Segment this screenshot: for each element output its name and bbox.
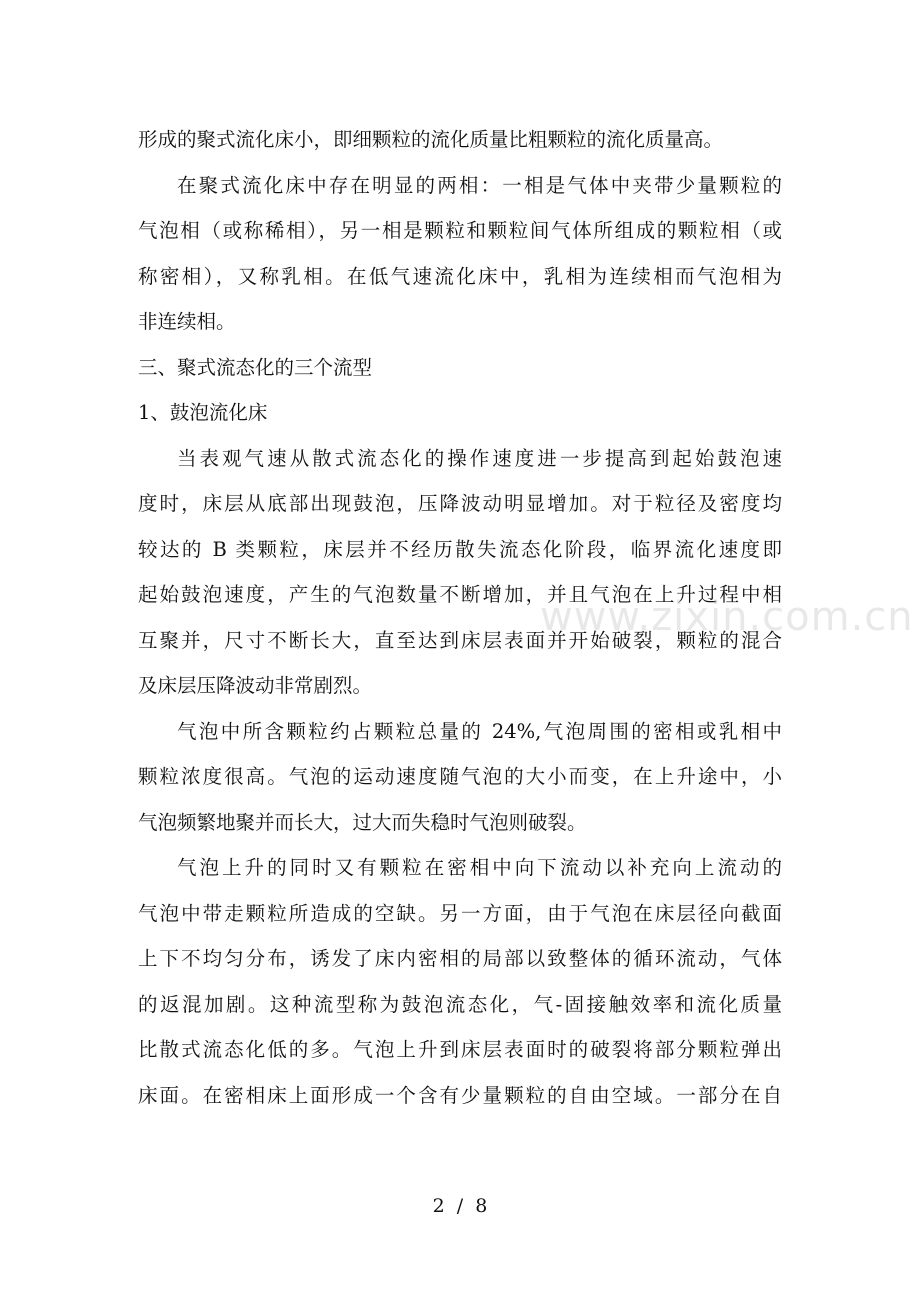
text-line: 床面。在密相床上面形成一个含有少量颗粒的自由空域。一部分在自: [138, 1083, 782, 1107]
text-line: 气泡中带走颗粒所造成的空缺。另一方面，由于气泡在床层径向截面: [138, 901, 782, 925]
text-line: 互聚并，尺寸不断长大，直至达到床层表面并开始破裂，颗粒的混合: [138, 628, 782, 652]
text-line: 较达的 B 类颗粒，床层并不经历散失流态化阶段，临界流化速度即: [138, 537, 782, 561]
text-line: 在聚式流化床中存在明显的两相：一相是气体中夹带少量颗粒的: [177, 173, 782, 197]
text-line: 当表观气速从散式流态化的操作速度进一步提高到起始鼓泡速: [177, 446, 782, 470]
text-line: 的返混加剧。这种流型称为鼓泡流态化，气-固接触效率和流化质量: [138, 992, 782, 1016]
page-number: 2 / 8: [432, 1195, 488, 1217]
text-line: 气泡上升的同时又有颗粒在密相中向下流动以补充向上流动的: [177, 856, 782, 879]
text-line: 气泡中所含颗粒约占颗粒总量的 24%,气泡周围的密相或乳相中: [177, 719, 782, 743]
text-line: 颗粒浓度很高。气泡的运动速度随气泡的大小而变，在上升途中，小: [138, 765, 782, 788]
text-line: 及床层压降波动非常剧烈。: [138, 674, 373, 697]
text-line: 形成的聚式流化床小，即细颗粒的流化质量比粗颗粒的流化质量高。: [138, 128, 724, 151]
text-line: 气泡频繁地聚并而长大，过大而失稳时气泡则破裂。: [138, 810, 587, 834]
text-line: 气泡相（或称稀相），另一相是颗粒和颗粒间气体所组成的颗粒相（或: [138, 219, 782, 242]
text-line: 起始鼓泡速度，产生的气泡数量不断增加，并且气泡在上升过程中相: [138, 583, 782, 606]
text-line: 1、鼓泡流化床: [138, 401, 268, 424]
text-line: 度时，床层从底部出现鼓泡，压降波动明显增加。对于粒径及密度均: [138, 492, 782, 515]
text-line: 非连续相。: [138, 310, 236, 333]
text-line: 比散式流态化低的多。气泡上升到床层表面时的破裂将部分颗粒弹出: [138, 1038, 782, 1061]
text-line: 三、聚式流态化的三个流型: [138, 355, 373, 379]
body-text: [138, 117, 782, 1118]
text-line: 称密相），又称乳相。在低气速流化床中，乳相为连续相而气泡相为: [138, 264, 782, 288]
watermark-text: www.zixin.com.cn: [540, 594, 914, 640]
text-line: 上下不均匀分布，诱发了床内密相的局部以致整体的循环流动，气体: [138, 947, 782, 970]
